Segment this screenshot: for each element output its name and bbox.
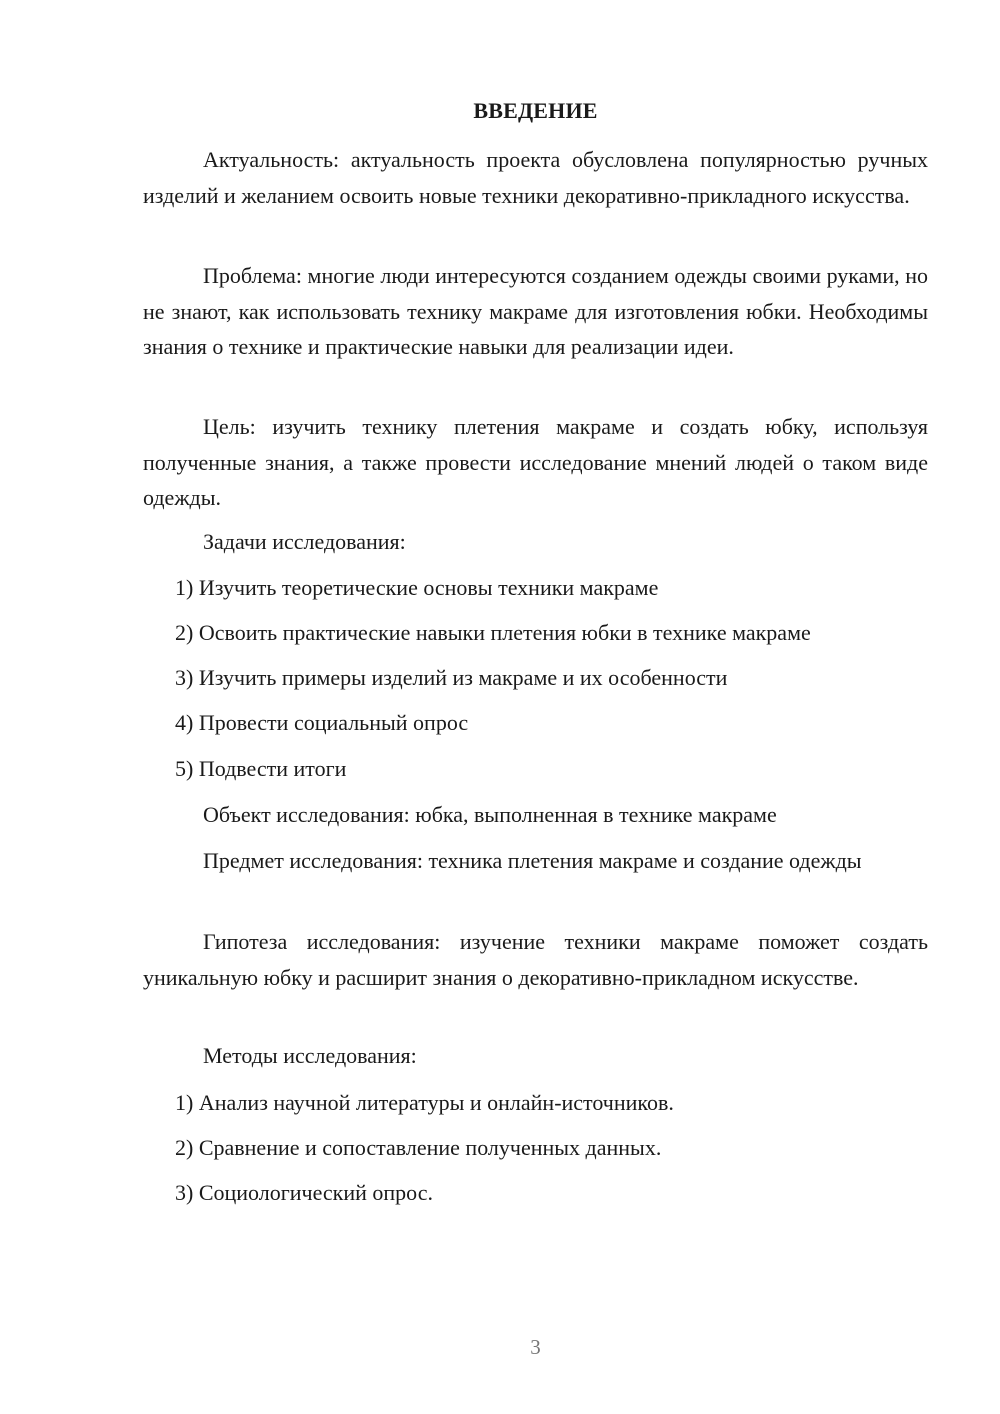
method-item: 2) Сравнение и сопоставление полученных данных. bbox=[175, 1135, 662, 1160]
section-title: ВВЕДЕНИЕ bbox=[473, 98, 598, 123]
tasks-heading: Задачи исследования: bbox=[203, 529, 406, 554]
subject-paragraph: Предмет исследования: техника плетения макраме и создание одежды bbox=[203, 848, 862, 873]
problem-paragraph: Проблема: многие люди интересуются созданием одежды своими руками, но не знают, как использовать технику макраме для изготовления юбки. Необходимы знания о технике и практические навыки для реализации идеи. bbox=[143, 263, 928, 359]
method-item: 1) Анализ научной литературы и онлайн-источников. bbox=[175, 1090, 674, 1115]
method-item: 3) Социологический опрос. bbox=[175, 1180, 433, 1205]
task-item: 1) Изучить теоретические основы техники макраме bbox=[175, 575, 659, 600]
task-item: 3) Изучить примеры изделий из макраме и их особенности bbox=[175, 665, 728, 690]
relevance-paragraph: Актуальность: актуальность проекта обусловлена популярностью ручных изделий и желанием освоить новые техники декоративно-прикладного искусства. bbox=[143, 147, 928, 208]
task-item: 5) Подвести итоги bbox=[175, 756, 347, 781]
goal-paragraph: Цель: изучить технику плетения макраме и создать юбку, используя полученные знания, а также провести исследование мнений людей о таком виде одежды. bbox=[143, 414, 928, 510]
hypothesis-paragraph: Гипотеза исследования: изучение техники макраме поможет создать уникальную юбку и расширит знания о декоративно-прикладном искусстве. bbox=[143, 929, 928, 990]
page-number: 3 bbox=[530, 1335, 541, 1359]
methods-heading: Методы исследования: bbox=[203, 1043, 417, 1068]
task-item: 4) Провести социальный опрос bbox=[175, 710, 469, 735]
document-page bbox=[143, 0, 928, 1414]
task-item: 2) Освоить практические навыки плетения юбки в технике макраме bbox=[175, 620, 811, 645]
object-paragraph: Объект исследования: юбка, выполненная в технике макраме bbox=[203, 802, 777, 827]
